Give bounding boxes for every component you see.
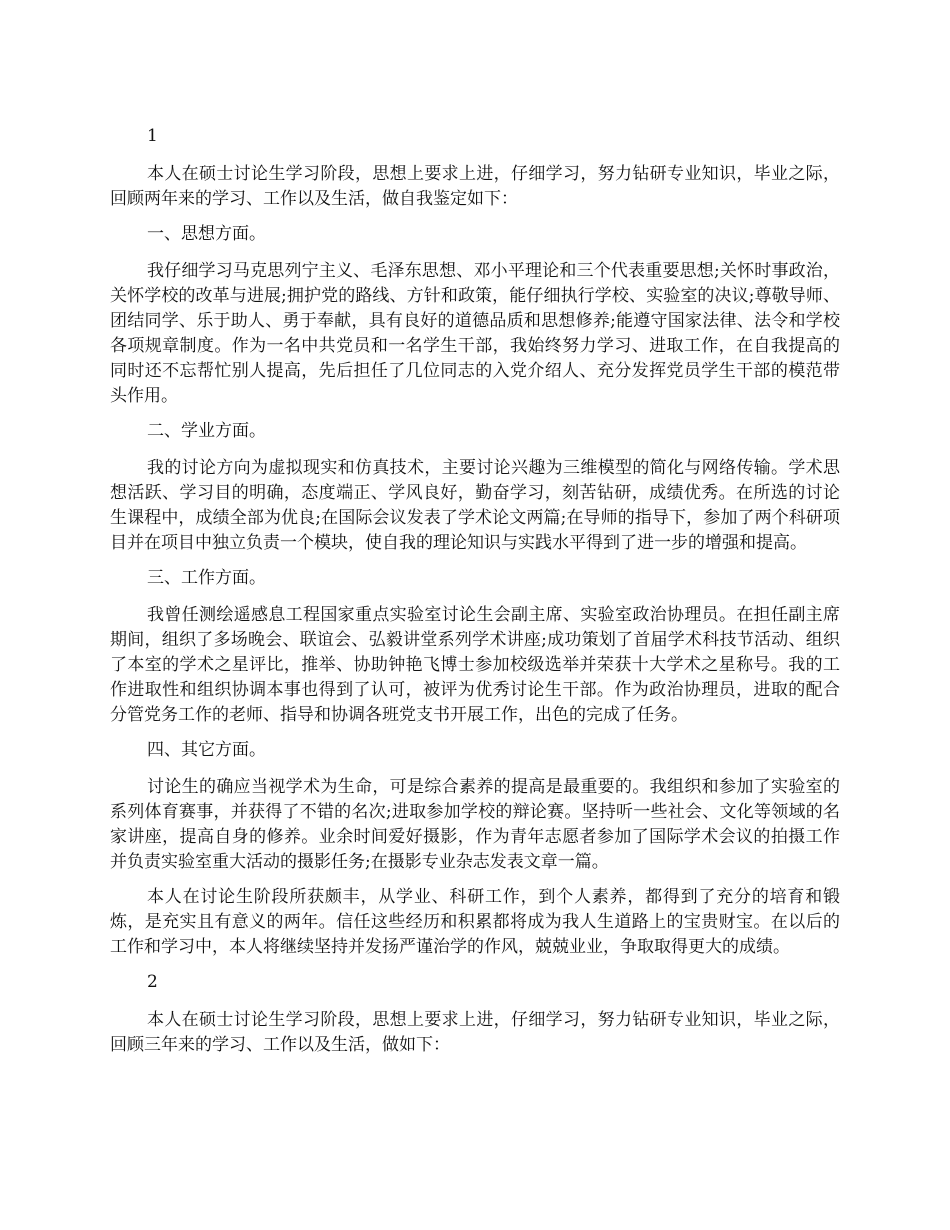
document-body bbox=[110, 124, 840, 1068]
closing-paragraph: 本人在讨论生阶段所获颇丰，从学业、科研工作，到个人素养，都得到了充分的培育和锻炼，是充实且有意义的两年。信任这些经历和积累都将成为我人生道路上的宝贵财宝。在以后的工作和学习中，本人将继续坚持并发扬严谨治学的作风，兢兢业业，争取取得更大的成绩。 bbox=[110, 887, 840, 957]
intro-paragraph: 本人在硕士讨论生学习阶段，思想上要求上进，仔细学习，努力钻研专业知识，毕业之际，回顾两年来的学习、工作以及生活，做自我鉴定如下： bbox=[110, 164, 840, 209]
section-heading-study: 二、学业方面。 bbox=[147, 421, 266, 441]
paragraph-work: 我曾任测绘遥感息工程国家重点实验室讨论生会副主席、实验室政治协理员。在担任副主席期间，组织了多场晚会、联谊会、弘毅讲堂系列学术讲座;成功策划了首届学术科技节活动、组织了本室的学术之星评比，推举、协助钟艳飞博士参加校级选举并荣获十大学术之星称号。我的工作进取性和组织协调本事也得到了认可，被评为优秀讨论生干部。作为政治协理员，进取的配合分管党务工作的老师、指导和协调各班党支书开展工作，出色的完成了任务。 bbox=[110, 605, 840, 725]
section-number: 2 bbox=[147, 972, 158, 992]
paragraph-other: 讨论生的确应当视学术为生命，可是综合素养的提高是最重要的。我组织和参加了实验室的系列体育赛事，并获得了不错的名次;进取参加学校的辩论赛。坚持听一些社会、文化等领域的名家讲座，提高自身的修养。业余时间爱好摄影，作为青年志愿者参加了国际学术会议的拍摄工作并负责实验室重大活动的摄影任务;在摄影专业杂志发表文章一篇。 bbox=[110, 777, 840, 872]
paragraph-thought: 我仔细学习马克思列宁主义、毛泽东思想、邓小平理论和三个代表重要思想;关怀时事政治，关怀学校的改革与进展;拥护党的路线、方针和政策，能仔细执行学校、实验室的决议;尊敬导师、团结同学、乐于助人、勇于奉献，具有良好的道德品质和思想修养;能遵守国家法律、法令和学校各项规章制度。作为一名中共党员和一名学生干部，我始终努力学习、进取工作，在自我提高的同时还不忘帮忙别人提高，先后担任了几位同志的入党介绍人、充分发挥党员学生干部的模范带头作用。 bbox=[110, 261, 841, 406]
section-heading-other: 四、其它方面。 bbox=[147, 740, 266, 760]
intro-paragraph: 本人在硕士讨论生学习阶段，思想上要求上进，仔细学习，努力钻研专业知识，毕业之际，回顾三年来的学习、工作以及生活，做如下： bbox=[110, 1010, 840, 1055]
section-heading-thought: 一、思想方面。 bbox=[147, 224, 266, 244]
paragraph-study: 我的讨论方向为虚拟现实和仿真技术，主要讨论兴趣为三维模型的简化与网络传输。学术思想活跃、学习目的明确，态度端正、学风良好，勤奋学习，刻苦钻研，成绩优秀。在所选的讨论生课程中，成绩全部为优良;在国际会议发表了学术论文两篇;在导师的指导下，参加了两个科研项目并在项目中独立负责一个模块，使自我的理论知识与实践水平得到了进一步的增强和提高。 bbox=[110, 458, 840, 553]
section-heading-work: 三、工作方面。 bbox=[147, 568, 266, 588]
section-number: 1 bbox=[147, 126, 158, 146]
